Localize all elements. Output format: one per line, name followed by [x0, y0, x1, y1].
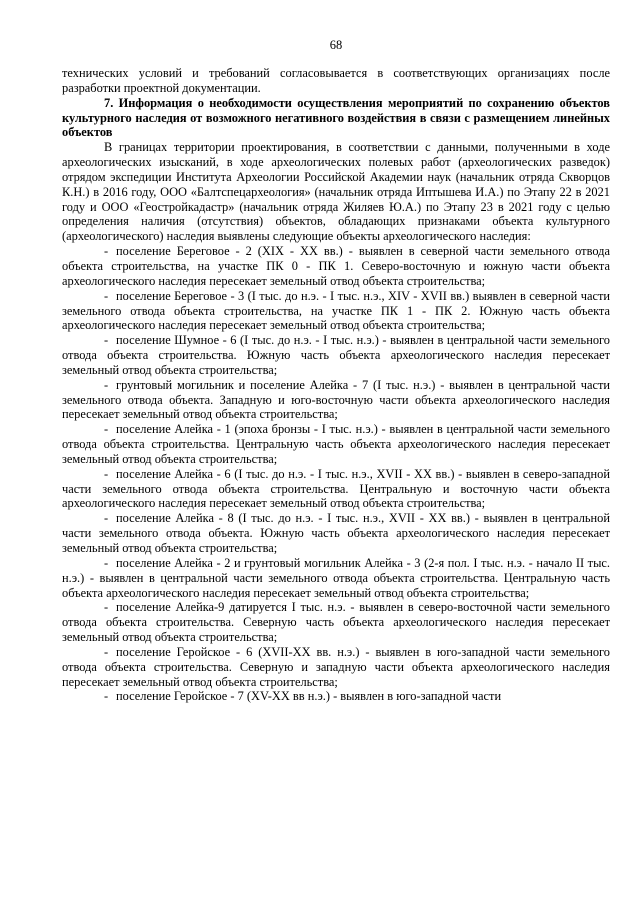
list-item [62, 645, 610, 690]
list-item-text: поселение Алейка - 6 (I тыс. до н.э. - I тыс. н.э., XVII - XX вв.) - выявлен в северо-западной части земельного отвода объекта строительства. Центральную и восточную части объекта археологического наследия пересекает земельный отвод объекта строительства; [62, 466, 610, 511]
archaeological-objects-list [62, 244, 610, 704]
list-item-text: поселение Геройское - 6 (XVII-XX вв. н.э.) - выявлен в юго-западной части земельного отвода объекта строительства. Северную и западную части объекта археологического наследия пересекает земельный отвод объекта строительства; [62, 644, 610, 689]
list-item [62, 556, 610, 601]
list-dash: - [104, 377, 109, 392]
list-item-text: поселение Алейка - 8 (I тыс. до н.э. - I тыс. н.э., XVII - XX вв.) - выявлен в центральной части земельного отвода объекта. Южную часть объекта археологического наследия пересекает земельный отвод объекта строительства; [62, 511, 610, 555]
document-body [62, 66, 610, 704]
intro-paragraph: В границах территории проектирования, в соответствии с данными, полученными в ходе археологических изысканий, в ходе археологических полевых работ (археологических разведок) отрядом экспедиции Института Археологии Российской Академии наук (начальник отряда Скворцов К.Н.) в 2016 году, ООО «Балтспецархеология» (начальник отряда Иптышева И.А.) по Этапу 22 в 2021 году и ООО «Геостройкадастр» (начальник отряда Жиляев Ю.А.) по Этапу 23 в 2021 году с целью определения наличия (отсутствия) объектов, обладающих признаками объекта культурного (археологического) наследия выявлены следующие объекты археологического наследия: [62, 140, 610, 244]
list-dash: - [104, 555, 109, 570]
list-dash: - [104, 288, 109, 303]
continuation-paragraph: технических условий и требований согласовывается в соответствующих организациях после разработки проектной документации. [62, 66, 610, 95]
list-dash: - [104, 511, 109, 526]
list-dash: - [104, 689, 109, 704]
list-dash: - [104, 466, 109, 481]
list-dash: - [104, 600, 109, 615]
list-item [62, 467, 610, 512]
list-item-text: поселение Алейка - 2 и грунтовый могильник Алейка - 3 (2-я пол. I тыс. н.э. - начало II тыс. н.э.) - выявлен в центральной части земельного отвода объекта строительства. Центральную часть объекта археологического наследия пересекает земельный отвод объекта строительства; [62, 555, 610, 600]
page-number: 68 [329, 38, 343, 52]
list-dash: - [104, 422, 109, 437]
list-item [62, 333, 610, 378]
list-item-text: поселение Шумное - 6 (I тыс. до н.э. - I тыс. н.э.) - выявлен в центральной части земельного отвода объекта строительства. Южную часть объекта археологического наследия пересекает земельный отвод объекта строительства; [62, 333, 610, 377]
list-item [62, 422, 610, 467]
list-dash: - [104, 644, 109, 659]
list-item-text: поселение Береговое - 3 (I тыс. до н.э. - I тыс. н.э., XIV - XVII вв.) выявлен в северной части земельного отвода объекта строительства, на участке ПК 1 - ПК 2. Южную часть объекта археологического наследия пересекает земельный отвод объекта строительства; [62, 288, 610, 333]
list-item-text: грунтовый могильник и поселение Алейка - 7 (I тыс. н.э.) - выявлен в центральной части земельного отвода объекта. Западную и юго-восточную части объекта археологического наследия пересекает земельный отвод объекта строительства; [62, 377, 610, 422]
section-heading: 7. Информация о необходимости осуществления мероприятий по сохранению объектов культурного наследия от возможного негативного воздействия в связи с размещением линейных объектов [62, 95, 610, 140]
list-item-text: поселение Алейка-9 датируется I тыс. н.э. - выявлен в северо-восточной части земельного отвода объекта строительства. Северную часть объекта археологического наследия пересекает земельный отвод объекта строительства; [62, 600, 610, 645]
list-item [62, 289, 610, 334]
list-item-text: поселение Геройское - 7 (XV-XX вв н.э.) - выявлен в юго-западной части [116, 689, 502, 704]
list-item [62, 600, 610, 645]
list-item [62, 378, 610, 423]
list-dash: - [104, 333, 109, 348]
list-dash: - [104, 244, 109, 259]
list-item [62, 511, 610, 556]
list-item-text: поселение Алейка - 1 (эпоха бронзы - I тыс. н.э.) - выявлен в центральной части земельного отвода объекта строительства. Центральную часть объекта археологического наследия пересекает земельный отвод объекта строительства; [62, 422, 610, 466]
list-item-text: поселение Береговое - 2 (XIX - XX вв.) - выявлен в северной части земельного отвода объекта строительства, на участке ПК 0 - ПК 1. Северо-восточную и южную части объекта археологического наследия пересекает земельный отвод объекта строительства; [62, 244, 610, 288]
list-item [62, 244, 610, 289]
list-item [62, 689, 610, 704]
